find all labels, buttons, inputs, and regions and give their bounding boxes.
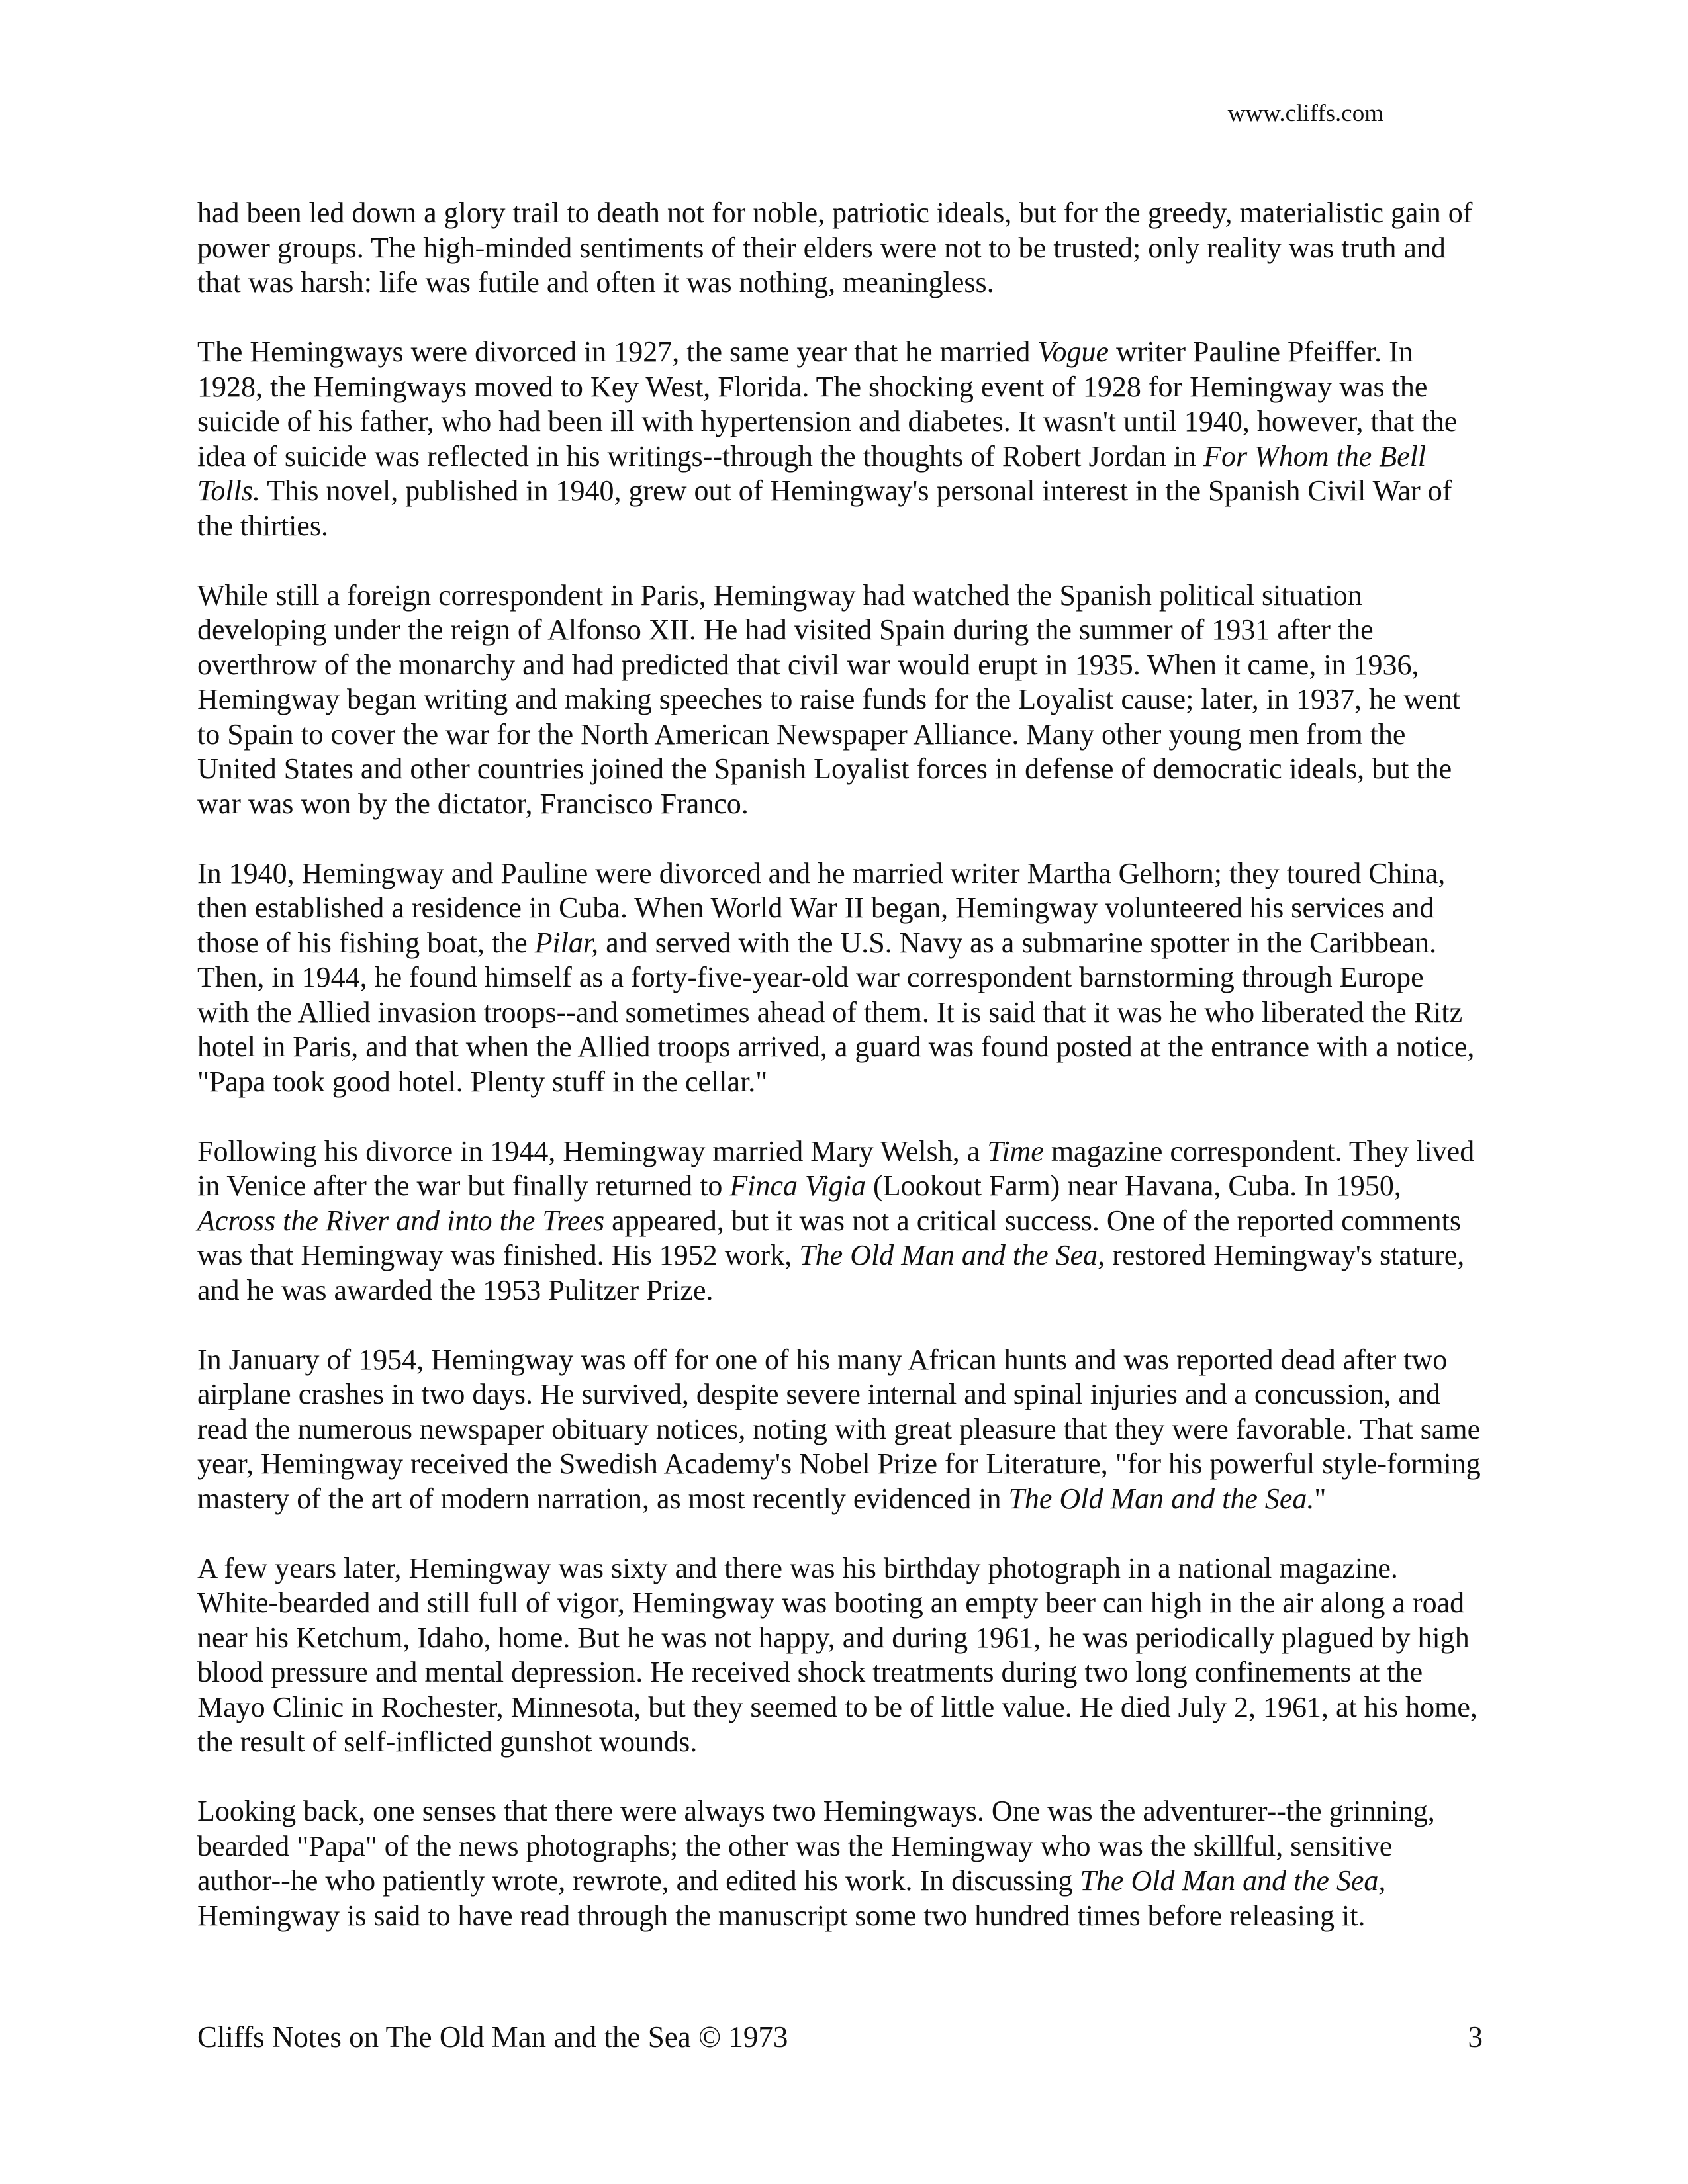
- paragraph-text: ": [1314, 1482, 1327, 1515]
- paragraph-text: Following his divorce in 1944, Hemingway married Mary Welsh, a: [197, 1134, 988, 1167]
- paragraph: [197, 1551, 1481, 1760]
- page-footer: [197, 2019, 1483, 2056]
- italic-title-text: The Old Man and the Sea.: [1008, 1482, 1315, 1515]
- paragraph-text: In 1940, Hemingway and Pauline were divorced and he married writer Martha Gelhorn; they toured China, then established a residence in Cuba. When World War II began, Hemingway volunteered his services and those of his fishing boat, the: [197, 856, 1446, 959]
- italic-title-text: Finca Vigia: [729, 1169, 867, 1202]
- paragraph-text: Hemingway is said to have read through the manuscript some two hundred times before releasing it.: [197, 1899, 1366, 1932]
- paragraph-text: Looking back, one senses that there were always two Hemingways. One was the adventurer--the grinning, bearded "Papa" of the news photographs; the other was the Hemingway who was the skillful, sensitive author--he who patiently wrote, rewrote, and edited his work. In discussing: [197, 1795, 1435, 1897]
- paragraph: [197, 856, 1481, 1100]
- paragraph-text: restored Hemingway's stature, and he was awarded the 1953 Pulitzer Prize.: [197, 1239, 1465, 1306]
- paragraph: [197, 1343, 1481, 1517]
- page-number: 3: [1468, 2021, 1483, 2054]
- paragraph: [197, 1794, 1481, 1933]
- header-url: www.cliffs.com: [1227, 100, 1383, 127]
- paragraph-text: (Lookout Farm) near Havana, Cuba. In 1950,: [866, 1169, 1401, 1202]
- paragraph: [197, 335, 1481, 543]
- italic-title-text: Across the River and into the Trees: [197, 1204, 605, 1237]
- italic-title-text: Vogue: [1037, 336, 1109, 368]
- paragraph-text: writer Pauline Pfeiffer. In 1928, the Hemingways moved to Key West, Florida. The shocking event of 1928 for Hemingway was the suicide of his father, who had been ill with hypertension and diabetes. It wasn't until 1940, however, that the idea of suicide was reflected in his writings--through the thoughts of Robert Jordan in: [197, 336, 1458, 473]
- paragraph-text: This novel, published in 1940, grew out of Hemingway's personal interest in the Spanish Civil War of the thirties.: [197, 475, 1452, 542]
- italic-title-text: For Whom the Bell Tolls.: [197, 439, 1427, 507]
- paragraph-text: The Hemingways were divorced in 1927, the same year that he married: [197, 336, 1038, 368]
- footer-title: Cliffs Notes on The Old Man and the Sea © 1973: [197, 2021, 788, 2054]
- paragraph-text: While still a foreign correspondent in Paris, Hemingway had watched the Spanish political situation developing under the reign of Alfonso XII. He had visited Spain during the summer of 1931 after the overthrow of the monarchy and had predicted that civil war would erupt in 1935. When it came, in 1936, Hemingway began writing and making speeches to raise funds for the Loyalist cause; later, in 1937, he went to Spain to cover the war for the North American Newspaper Alliance. Many other young men from the United States and other countries joined the Spanish Loyalist forces in defense of democratic ideals, but the war was won by the dictator, Francisco Franco.: [197, 578, 1461, 820]
- paragraph-text: had been led down a glory trail to death not for noble, patriotic ideals, but for the greedy, materialistic gain of power groups. The high-minded sentiments of their elders were not to be trusted; only reality was truth and that was harsh: life was futile and often it was nothing, meaningless.: [197, 197, 1473, 298]
- paragraph-text: magazine correspondent. They lived in Venice after the war but finally returned to: [197, 1134, 1475, 1202]
- document-body: [197, 196, 1481, 1933]
- italic-title-text: Pilar,: [534, 926, 599, 959]
- paragraph: [197, 578, 1481, 822]
- italic-title-text: The Old Man and the Sea,: [799, 1239, 1105, 1271]
- paragraph-text: A few years later, Hemingway was sixty and there was his birthday photograph in a national magazine. White-bearded and still full of vigor, Hemingway was booting an empty beer can high in the air along a road near his Ketchum, Idaho, home. But he was not happy, and during 1961, he was periodically plagued by high blood pressure and mental depression. He received shock treatments during two long confinements at the Mayo Clinic in Rochester, Minnesota, but they seemed to be of little value. He died July 2, 1961, at his home, the result of self-inflicted gunshot wounds.: [197, 1551, 1477, 1758]
- paragraph-text: appeared, but it was not a critical success. One of the reported comments was that Hemingway was finished. His 1952 work,: [197, 1204, 1461, 1271]
- paragraph-text: In January of 1954, Hemingway was off for one of his many African hunts and was reported dead after two airplane crashes in two days. He survived, despite severe internal and spinal injuries and a concussion, and read the numerous newspaper obituary notices, noting with great pleasure that they were favorable. That same year, Hemingway received the Swedish Academy's Nobel Prize for Literature, "for his powerful style-forming mastery of the art of modern narration, as most recently evidenced in: [197, 1343, 1481, 1515]
- italic-title-text: The Old Man and the Sea,: [1080, 1864, 1386, 1897]
- italic-title-text: Time: [987, 1134, 1044, 1167]
- paragraph: [197, 1134, 1481, 1308]
- paragraph-text: and served with the U.S. Navy as a submarine spotter in the Caribbean. Then, in 1944, he found himself as a forty-five-year-old war correspondent barnstorming through Europe with the Allied invasion troops--and sometimes ahead of them. It is said that it was he who liberated the Ritz hotel in Paris, and that when the Allied troops arrived, a guard was found posted at the entrance with a notice, "Papa took good hotel. Plenty stuff in the cellar.": [197, 926, 1475, 1098]
- paragraph: [197, 196, 1481, 300]
